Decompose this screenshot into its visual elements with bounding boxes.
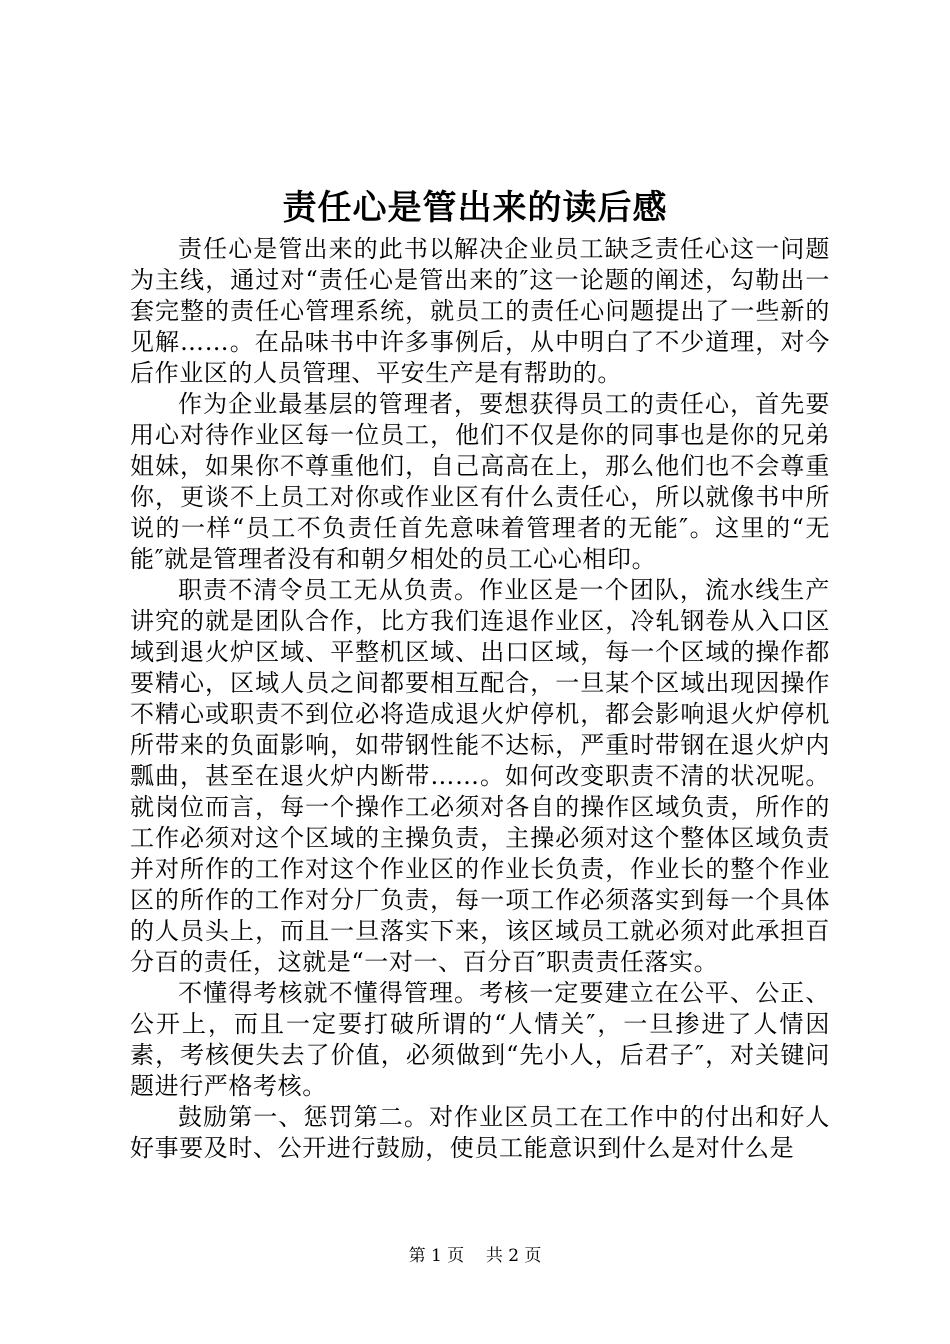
page-number: 第 1 页 — [408, 1246, 465, 1266]
paragraph-5: 鼓励第一、惩罚第二。对作业区员工在工作中的付出和好人好事要及时、公开进行鼓励，使员工能意识到什么是对什么是 — [130, 1103, 830, 1162]
paragraph-1: 责任心是管出来的此书以解决企业员工缺乏责任心这一问题为主线，通过对“责任心是管出来的″这一论题的阐述，勾勒出一套完整的责任心管理系统，就员工的责任心问题提出了一些新的见解……。在品味书中许多事例后，从中明白了不少道理，对今后作业区的人员管理、平安生产是有帮助的。 — [130, 235, 830, 387]
paragraph-4: 不懂得考核就不懂得管理。考核一定要建立在公平、公正、公开上，而且一定要打破所谓的“人情关″，一旦掺进了人情因素，考核便失去了价值，必须做到“先小人，后君子″，对关键问题进行严格考核。 — [130, 979, 830, 1100]
page-footer — [0, 1244, 950, 1268]
page-total: 共 2 页 — [485, 1246, 542, 1266]
paragraph-3: 职责不清令员工无从负责。作业区是一个团队，流水线生产讲究的就是团队合作，比方我们连退作业区，冷轧钢卷从入口区域到退火炉区域、平整机区域、出口区域，每一个区域的操作都要精心，区域人员之间都要相互配合，一旦某个区域出现因操作不精心或职责不到位必将造成退火炉停机，都会影响退火炉停机所带来的负面影响，如带钢性能不达标，严重时带钢在退火炉内瓢曲，甚至在退火炉内断带……。如何改变职责不清的状况呢。就岗位而言，每一个操作工必须对各自的操作区域负责，所作的工作必须对这个区域的主操负责，主操必须对这个整体区域负责并对所作的工作对这个作业区的作业长负责，作业长的整个作业区的所作的工作对分厂负责，每一项工作必须落实到每一个具体的人员头上，而且一旦落实下来，该区域员工就必须对此承担百分百的责任，这就是“一对一、百分百″职责责任落实。 — [130, 576, 830, 976]
document-body — [130, 234, 830, 1164]
paragraph-2: 作为企业最基层的管理者，要想获得员工的责任心，首先要用心对待作业区每一位员工，他们不仅是你的同事也是你的兄弟姐妹，如果你不尊重他们，自己高高在上，那么他们也不会尊重你，更谈不上员工对你或作业区有什么责任心，所以就像书中所说的一样“员工不负责任首先意味着管理者的无能″。这里的“无能″就是管理者没有和朝夕相处的员工心心相印。 — [130, 390, 830, 573]
document-title: 责任心是管出来的读后感 — [282, 188, 668, 228]
